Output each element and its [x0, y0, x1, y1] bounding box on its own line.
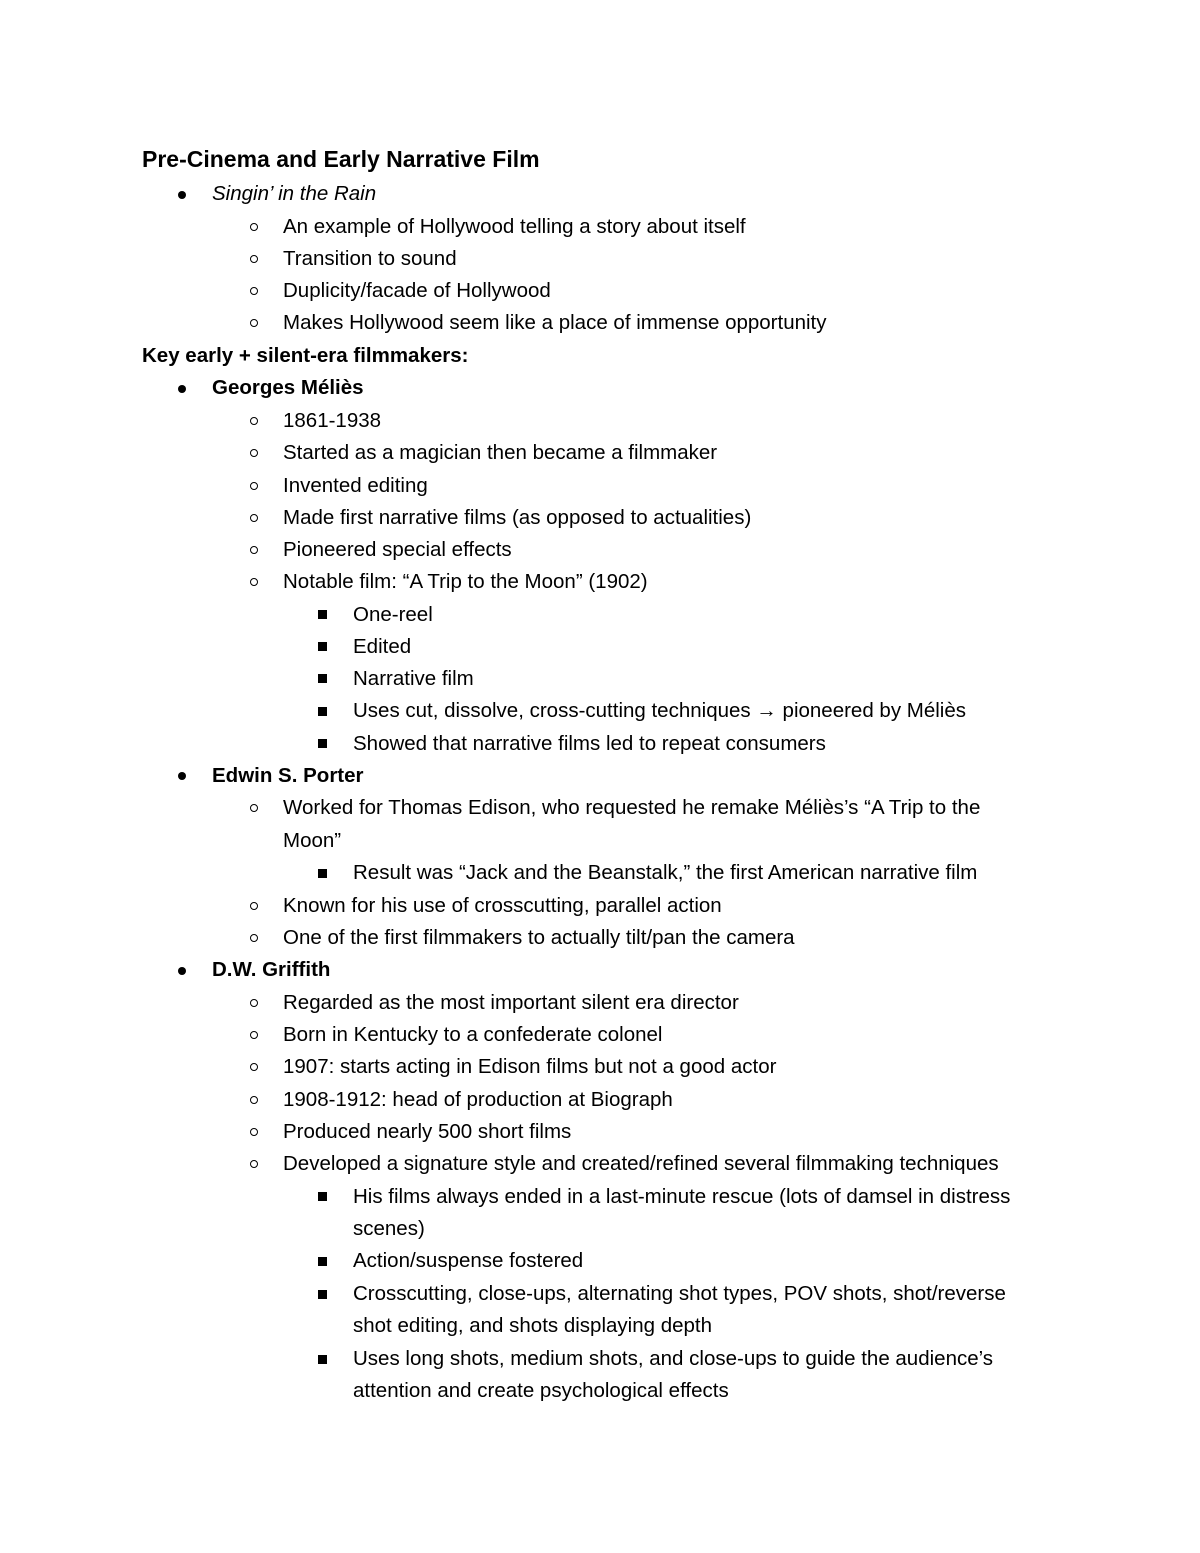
- list-item-continuation: scenes): [353, 1217, 425, 1240]
- list-item: Invented editing: [283, 474, 428, 497]
- list-item: Pioneered special effects: [283, 538, 512, 561]
- bullet-circle-icon: [250, 255, 258, 263]
- list-item: Crosscutting, close-ups, alternating shot types, POV shots, shot/reverse: [353, 1282, 1006, 1305]
- list-item: Duplicity/facade of Hollywood: [283, 279, 551, 302]
- list-item: Narrative film: [353, 667, 474, 690]
- bullet-circle-icon: [250, 1031, 258, 1039]
- bullet-square-icon: [318, 674, 327, 683]
- bullet-square-icon: [318, 707, 327, 716]
- document-title: Pre-Cinema and Early Narrative Film: [142, 146, 540, 172]
- list-item: Result was “Jack and the Beanstalk,” the first American narrative film: [353, 861, 978, 884]
- filmmaker-name-griffith: D.W. Griffith: [212, 958, 331, 981]
- list-item: 1908-1912: head of production at Biograph: [283, 1088, 673, 1111]
- list-item: An example of Hollywood telling a story about itself: [283, 215, 746, 238]
- list-item: Developed a signature style and created/refined several filmmaking techniques: [283, 1152, 999, 1175]
- list-item: Uses long shots, medium shots, and close-ups to guide the audience’s: [353, 1347, 994, 1370]
- list-item: Transition to sound: [283, 247, 457, 270]
- list-item: Made first narrative films (as opposed to actualities): [283, 506, 752, 529]
- bullet-circle-icon: [250, 449, 258, 457]
- section-heading: Key early + silent-era filmmakers:: [142, 344, 469, 367]
- list-item: Started as a magician then became a filmmaker: [283, 441, 718, 464]
- bullet-circle-icon: [250, 1063, 258, 1071]
- list-item-continuation: attention and create psychological effects: [353, 1379, 729, 1402]
- list-item: 1861-1938: [283, 409, 382, 432]
- bullet-square-icon: [318, 1257, 327, 1266]
- bullet-square-icon: [318, 1192, 327, 1201]
- bullet-square-icon: [318, 739, 327, 748]
- list-item: His films always ended in a last-minute rescue (lots of damsel in distress: [353, 1185, 1011, 1208]
- list-item: Showed that narrative films led to repeat consumers: [353, 732, 826, 755]
- list-item: Action/suspense fostered: [353, 1249, 584, 1272]
- bullet-square-icon: [318, 642, 327, 651]
- bullet-circle-icon: [250, 1096, 258, 1104]
- list-item: One-reel: [353, 603, 433, 626]
- bullet-square-icon: [318, 1355, 327, 1364]
- bullet-square-icon: [318, 610, 327, 619]
- bullet-circle-icon: [250, 804, 258, 812]
- list-item: Regarded as the most important silent era director: [283, 991, 739, 1014]
- bullet-circle-icon: [250, 1160, 258, 1168]
- filmmaker-name-melies: Georges Méliès: [212, 376, 364, 399]
- bullet-circle-icon: [250, 546, 258, 554]
- bullet-square-icon: [318, 869, 327, 878]
- bullet-circle-icon: [250, 934, 258, 942]
- bullet-circle-icon: [250, 319, 258, 327]
- bullet-circle-icon: [250, 287, 258, 295]
- bullet-square-icon: [318, 1290, 327, 1299]
- bullet-disc-icon: [178, 191, 186, 199]
- list-item: Makes Hollywood seem like a place of immense opportunity: [283, 311, 827, 334]
- list-item: Edited: [353, 635, 412, 658]
- bullet-circle-icon: [250, 902, 258, 910]
- list-item: Worked for Thomas Edison, who requested he remake Méliès’s “A Trip to the: [283, 796, 981, 819]
- list-item: One of the first filmmakers to actually tilt/pan the camera: [283, 926, 795, 949]
- list-item: Notable film: “A Trip to the Moon” (1902): [283, 570, 648, 593]
- bullet-circle-icon: [250, 999, 258, 1007]
- list-item: 1907: starts acting in Edison films but not a good actor: [283, 1055, 777, 1078]
- list-item-continuation: shot editing, and shots displaying depth: [353, 1314, 713, 1337]
- bullet-circle-icon: [250, 223, 258, 231]
- list-item: Born in Kentucky to a confederate colonel: [283, 1023, 663, 1046]
- bullet-circle-icon: [250, 482, 258, 490]
- list-item-continuation: Moon”: [283, 829, 342, 852]
- list-item: Uses cut, dissolve, cross-cutting techniques → pioneered by Méliès: [353, 699, 967, 722]
- filmmaker-name-porter: Edwin S. Porter: [212, 764, 364, 787]
- list-item: Known for his use of crosscutting, parallel action: [283, 894, 722, 917]
- bullet-disc-icon: [178, 385, 186, 393]
- intro-film-title: Singin’ in the Rain: [212, 182, 377, 205]
- bullet-disc-icon: [178, 772, 186, 780]
- list-item: Produced nearly 500 short films: [283, 1120, 572, 1143]
- bullet-circle-icon: [250, 578, 258, 586]
- bullet-circle-icon: [250, 514, 258, 522]
- bullet-circle-icon: [250, 1128, 258, 1136]
- bullet-disc-icon: [178, 967, 186, 975]
- bullet-circle-icon: [250, 417, 258, 425]
